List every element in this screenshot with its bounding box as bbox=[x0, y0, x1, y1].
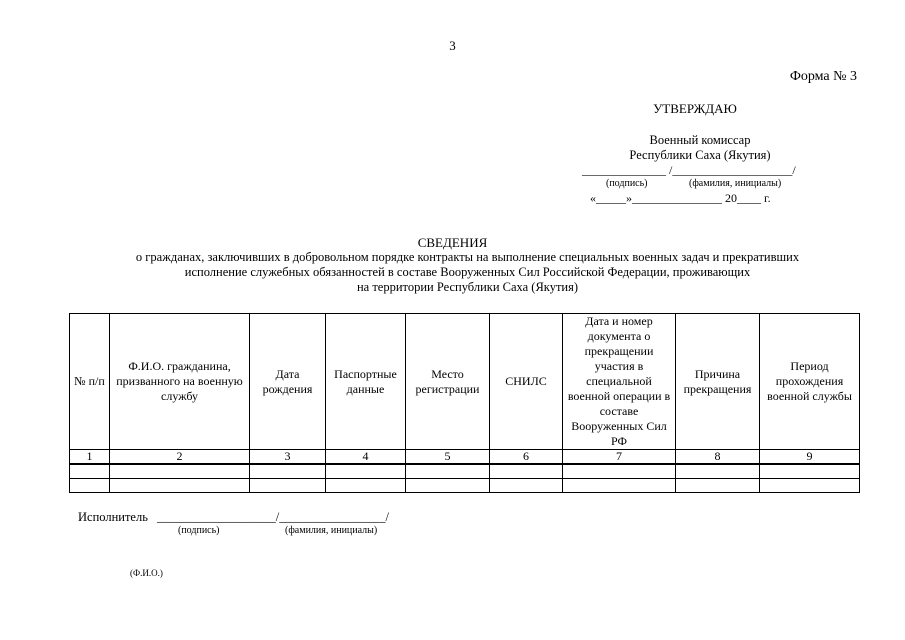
table-cell bbox=[406, 464, 490, 479]
column-number: 1 bbox=[70, 450, 110, 465]
table-cell bbox=[70, 464, 110, 479]
table-cell bbox=[490, 464, 563, 479]
table-row bbox=[70, 464, 860, 479]
table-cell bbox=[110, 464, 250, 479]
header-service-period: Период прохождения военной службы bbox=[760, 314, 860, 450]
table-cell bbox=[563, 479, 676, 493]
approval-position-line1: Военный комиссар bbox=[649, 133, 751, 147]
fio-note: (Ф.И.О.) bbox=[130, 568, 163, 578]
subtitle-line: на территории Республики Саха (Якутия) bbox=[356, 280, 579, 294]
table-cell bbox=[70, 479, 110, 493]
executor-caption-name: (фамилия, инициалы) bbox=[285, 525, 378, 536]
column-number: 3 bbox=[250, 450, 326, 465]
approval-signature-line: ______________ /____________________/ bbox=[582, 163, 796, 177]
executor-label: Исполнитель bbox=[78, 510, 148, 524]
data-table bbox=[69, 313, 860, 493]
table-cell bbox=[110, 479, 250, 493]
header-termination-reason: Причина прекращения bbox=[676, 314, 760, 450]
header-registration: Место регистрации bbox=[406, 314, 490, 450]
header-termination-document: Дата и номер документа о прекращении участия в специальной военной операции в составе Вооруженных Сил РФ bbox=[563, 314, 676, 450]
table-cell bbox=[760, 464, 860, 479]
table-cell bbox=[490, 479, 563, 493]
executor-signature-line: ___________________/_________________/ bbox=[157, 510, 389, 524]
table-cell bbox=[676, 479, 760, 493]
page-number: 3 bbox=[449, 38, 456, 53]
table-header-row bbox=[70, 314, 860, 450]
executor-caption-signature: (подпись) bbox=[178, 525, 220, 536]
approval-caption-signature: (подпись) bbox=[606, 178, 648, 189]
table-cell bbox=[250, 464, 326, 479]
header-fio: Ф.И.О. гражданина, призванного на военную службу bbox=[110, 314, 250, 450]
column-number: 8 bbox=[676, 450, 760, 465]
column-number-row bbox=[70, 450, 860, 465]
table-cell bbox=[250, 479, 326, 493]
approval-position bbox=[580, 133, 820, 163]
table-cell bbox=[326, 464, 406, 479]
approval-heading: УТВЕРЖДАЮ bbox=[653, 101, 737, 116]
table-cell bbox=[406, 479, 490, 493]
table-row bbox=[70, 479, 860, 493]
header-number: № п/п bbox=[70, 314, 110, 450]
column-number: 9 bbox=[760, 450, 860, 465]
column-number: 6 bbox=[490, 450, 563, 465]
subtitle-line: исполнение служебных обязанностей в составе Вооруженных Сил Российской Федерации, проживающих bbox=[184, 265, 751, 279]
approval-position-line2: Республики Саха (Якутия) bbox=[629, 148, 771, 162]
table-cell bbox=[676, 464, 760, 479]
table-cell bbox=[760, 479, 860, 493]
column-number: 2 bbox=[110, 450, 250, 465]
column-number: 5 bbox=[406, 450, 490, 465]
header-birth-date: Дата рождения bbox=[250, 314, 326, 450]
approval-date-line: «_____»_______________ 20____ г. bbox=[590, 191, 771, 205]
document-subtitle bbox=[95, 250, 840, 295]
column-number: 4 bbox=[326, 450, 406, 465]
header-snils: СНИЛС bbox=[490, 314, 563, 450]
form-number: Форма № 3 bbox=[789, 69, 857, 84]
approval-caption-name: (фамилия, инициалы) bbox=[689, 178, 782, 189]
table-cell bbox=[326, 479, 406, 493]
column-number: 7 bbox=[563, 450, 676, 465]
table-cell bbox=[563, 464, 676, 479]
header-passport: Паспортные данные bbox=[326, 314, 406, 450]
subtitle-line: о гражданах, заключивших в добровольном порядке контракты на выполнение специальных военных задач и прекративших bbox=[135, 250, 800, 264]
document-title: СВЕДЕНИЯ bbox=[417, 235, 488, 250]
executor-line bbox=[78, 510, 389, 525]
